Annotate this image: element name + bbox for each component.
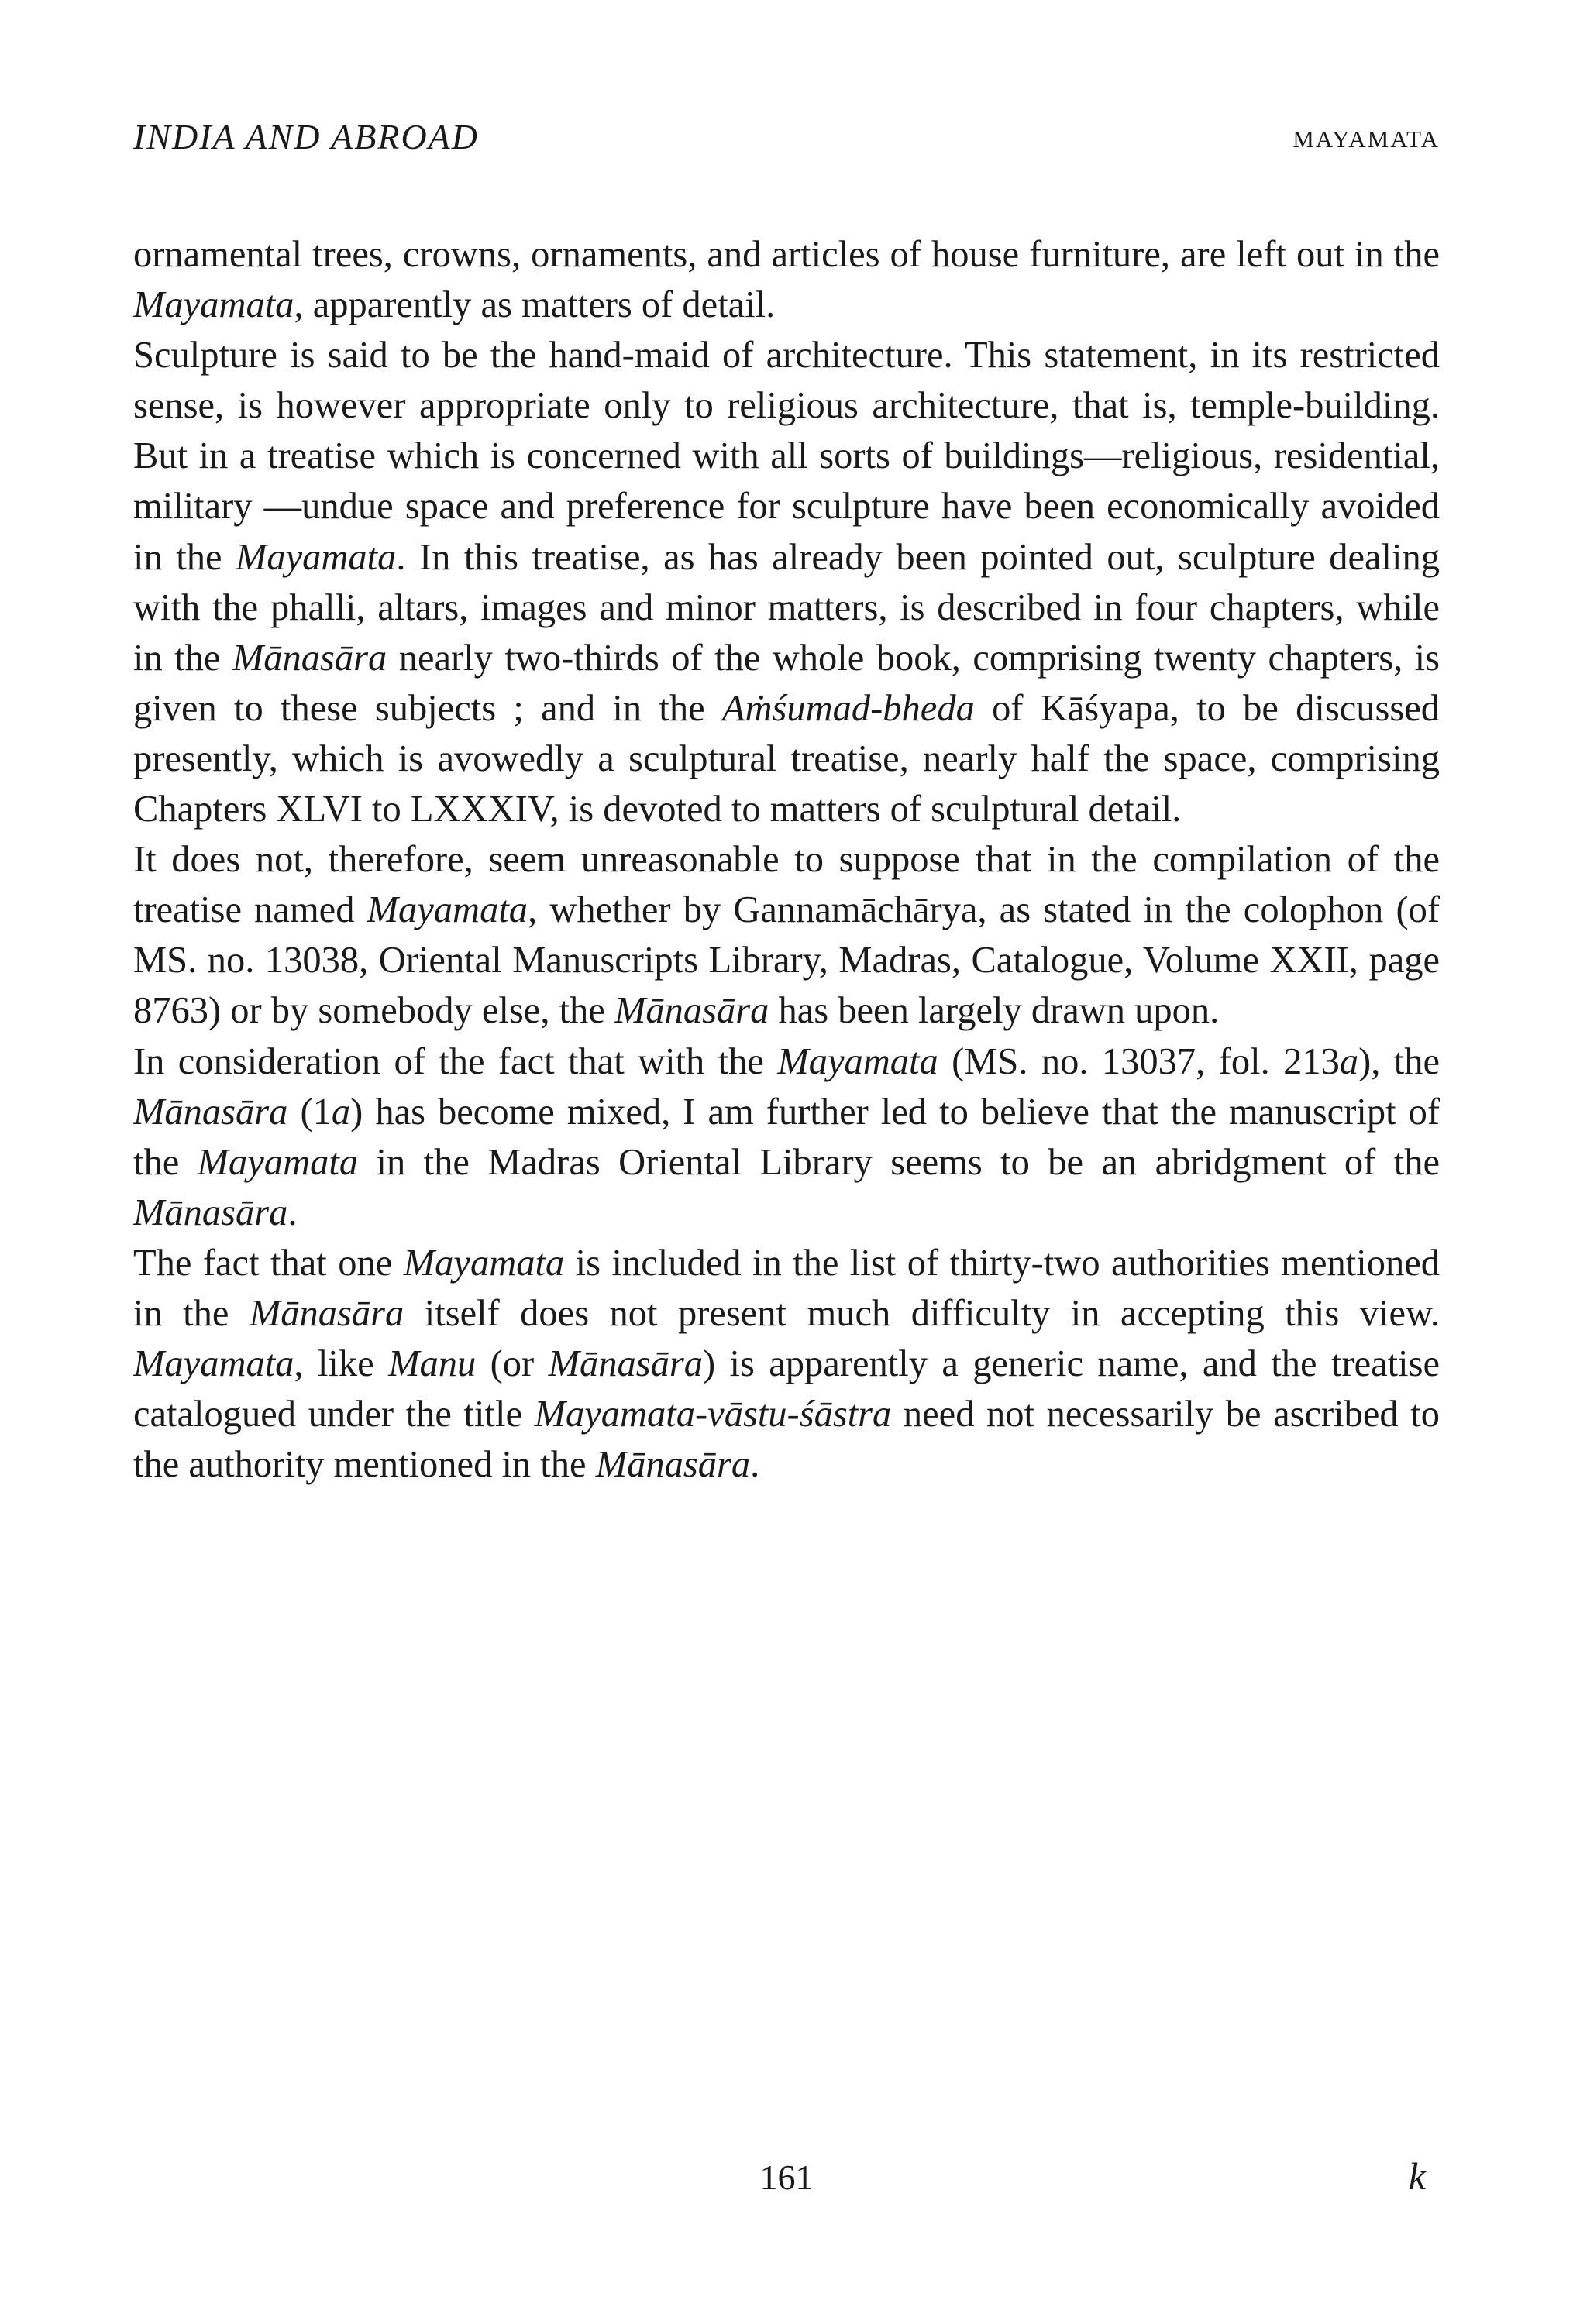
text-run: . — [287, 1191, 298, 1233]
italic-term: Mānasāra — [614, 990, 769, 1032]
text-run: has been largely drawn upon. — [769, 990, 1220, 1032]
text-run: In consideration of the fact that with the — [133, 1040, 778, 1082]
italic-term: Mānasāra — [133, 1191, 288, 1233]
text-run: (MS. no. 13037, fol. 213 — [938, 1040, 1340, 1082]
italic-term: Mānasāra — [249, 1292, 404, 1334]
body-text — [133, 229, 1440, 1490]
text-run: , whether by Gannamāchārya, as stated in the colophon (of MS. no. 13038, Oriental Manuscripts Library, Madras, Catalogue, Volume XXII, page 8763) or by somebody else, the — [133, 889, 1440, 1032]
running-head-section: MAYAMATA — [1292, 125, 1440, 153]
text-run: need not necessarily be ascribed to the authority mentioned in the — [133, 1394, 1440, 1486]
text-run: . — [750, 1444, 760, 1486]
italic-term: Mayamata — [367, 889, 528, 931]
text-run: ) is apparently a generic name, and the treatise catalogued under the title — [133, 1343, 1440, 1435]
paragraph — [133, 330, 1440, 834]
italic-term: Aṁśumad-bheda — [721, 687, 975, 729]
text-run: nearly two-thirds of the whole book, comprising twenty chapters, is given to these subjects ; and in the — [133, 637, 1440, 729]
italic-term: a — [331, 1091, 351, 1133]
italic-term: Mayamata — [235, 536, 397, 578]
italic-term: Mānasāra — [548, 1343, 703, 1385]
italic-term: Mānasāra — [595, 1444, 751, 1486]
italic-term: Mayamata-vāstu-śāstra — [534, 1394, 892, 1435]
italic-term: Mayamata — [197, 1141, 359, 1183]
paragraph — [133, 229, 1440, 330]
italic-term: Mayamata — [133, 284, 294, 326]
text-run: , like — [294, 1343, 389, 1385]
text-run: ) has become mixed, I am further led to believe that the manuscript of the — [133, 1091, 1440, 1183]
running-head-title: INDIA AND ABROAD — [133, 117, 479, 156]
text-run: itself does not present much difficulty in accepting this view. — [404, 1292, 1440, 1334]
signature-mark: k — [1408, 2154, 1426, 2198]
text-run: . In this treatise, as has already been pointed out, sculpture dealing with the phalli, altars, images and minor matters, is described in four chapters, while in the — [133, 536, 1440, 679]
italic-term: Manu — [388, 1343, 477, 1385]
text-run: in the Madras Oriental Library seems to be an abridgment of the — [358, 1141, 1440, 1183]
italic-term: Mayamata — [403, 1242, 565, 1284]
text-run: The fact that one — [133, 1242, 404, 1284]
paragraph — [133, 1238, 1440, 1490]
text-run: , apparently as matters of detail. — [294, 284, 776, 326]
text-run: (1 — [287, 1091, 332, 1133]
italic-term: Mānasāra — [133, 1091, 288, 1133]
page-number: 161 — [759, 2157, 814, 2197]
italic-term: Mayamata — [777, 1040, 938, 1082]
text-run: of Kāśyapa, to be discussed presently, which is avowedly a sculptural treatise, nearly half the space, comprising Chapters XLVI to LXXXIV, is devoted to matters of sculptural detail. — [133, 687, 1440, 830]
text-run: Sculpture is said to be the hand-maid of architecture. This statement, in its restricted sense, is however appropriate only to religious architecture, that is, temple-building. But in a treatise which is concerned with all sorts of buildings—religious, residential, military —undue space and preference for sculpture have been economically avoided in the — [133, 335, 1440, 578]
text-run: ), the — [1358, 1040, 1440, 1082]
paragraph — [133, 834, 1440, 1036]
italic-term: a — [1339, 1040, 1359, 1082]
text-run: ornamental trees, crowns, ornaments, and articles of house furniture, are left out in the — [133, 234, 1440, 275]
paragraph — [133, 1037, 1440, 1238]
text-run: (or — [476, 1343, 549, 1385]
italic-term: Mayamata — [133, 1343, 294, 1385]
running-head — [133, 116, 1440, 163]
text-run: It does not, therefore, seem unreasonable to suppose that in the compilation of the treatise named — [133, 839, 1440, 931]
text-run: is included in the list of thirty-two authorities mentioned in the — [133, 1242, 1440, 1334]
italic-term: Mānasāra — [232, 637, 387, 679]
